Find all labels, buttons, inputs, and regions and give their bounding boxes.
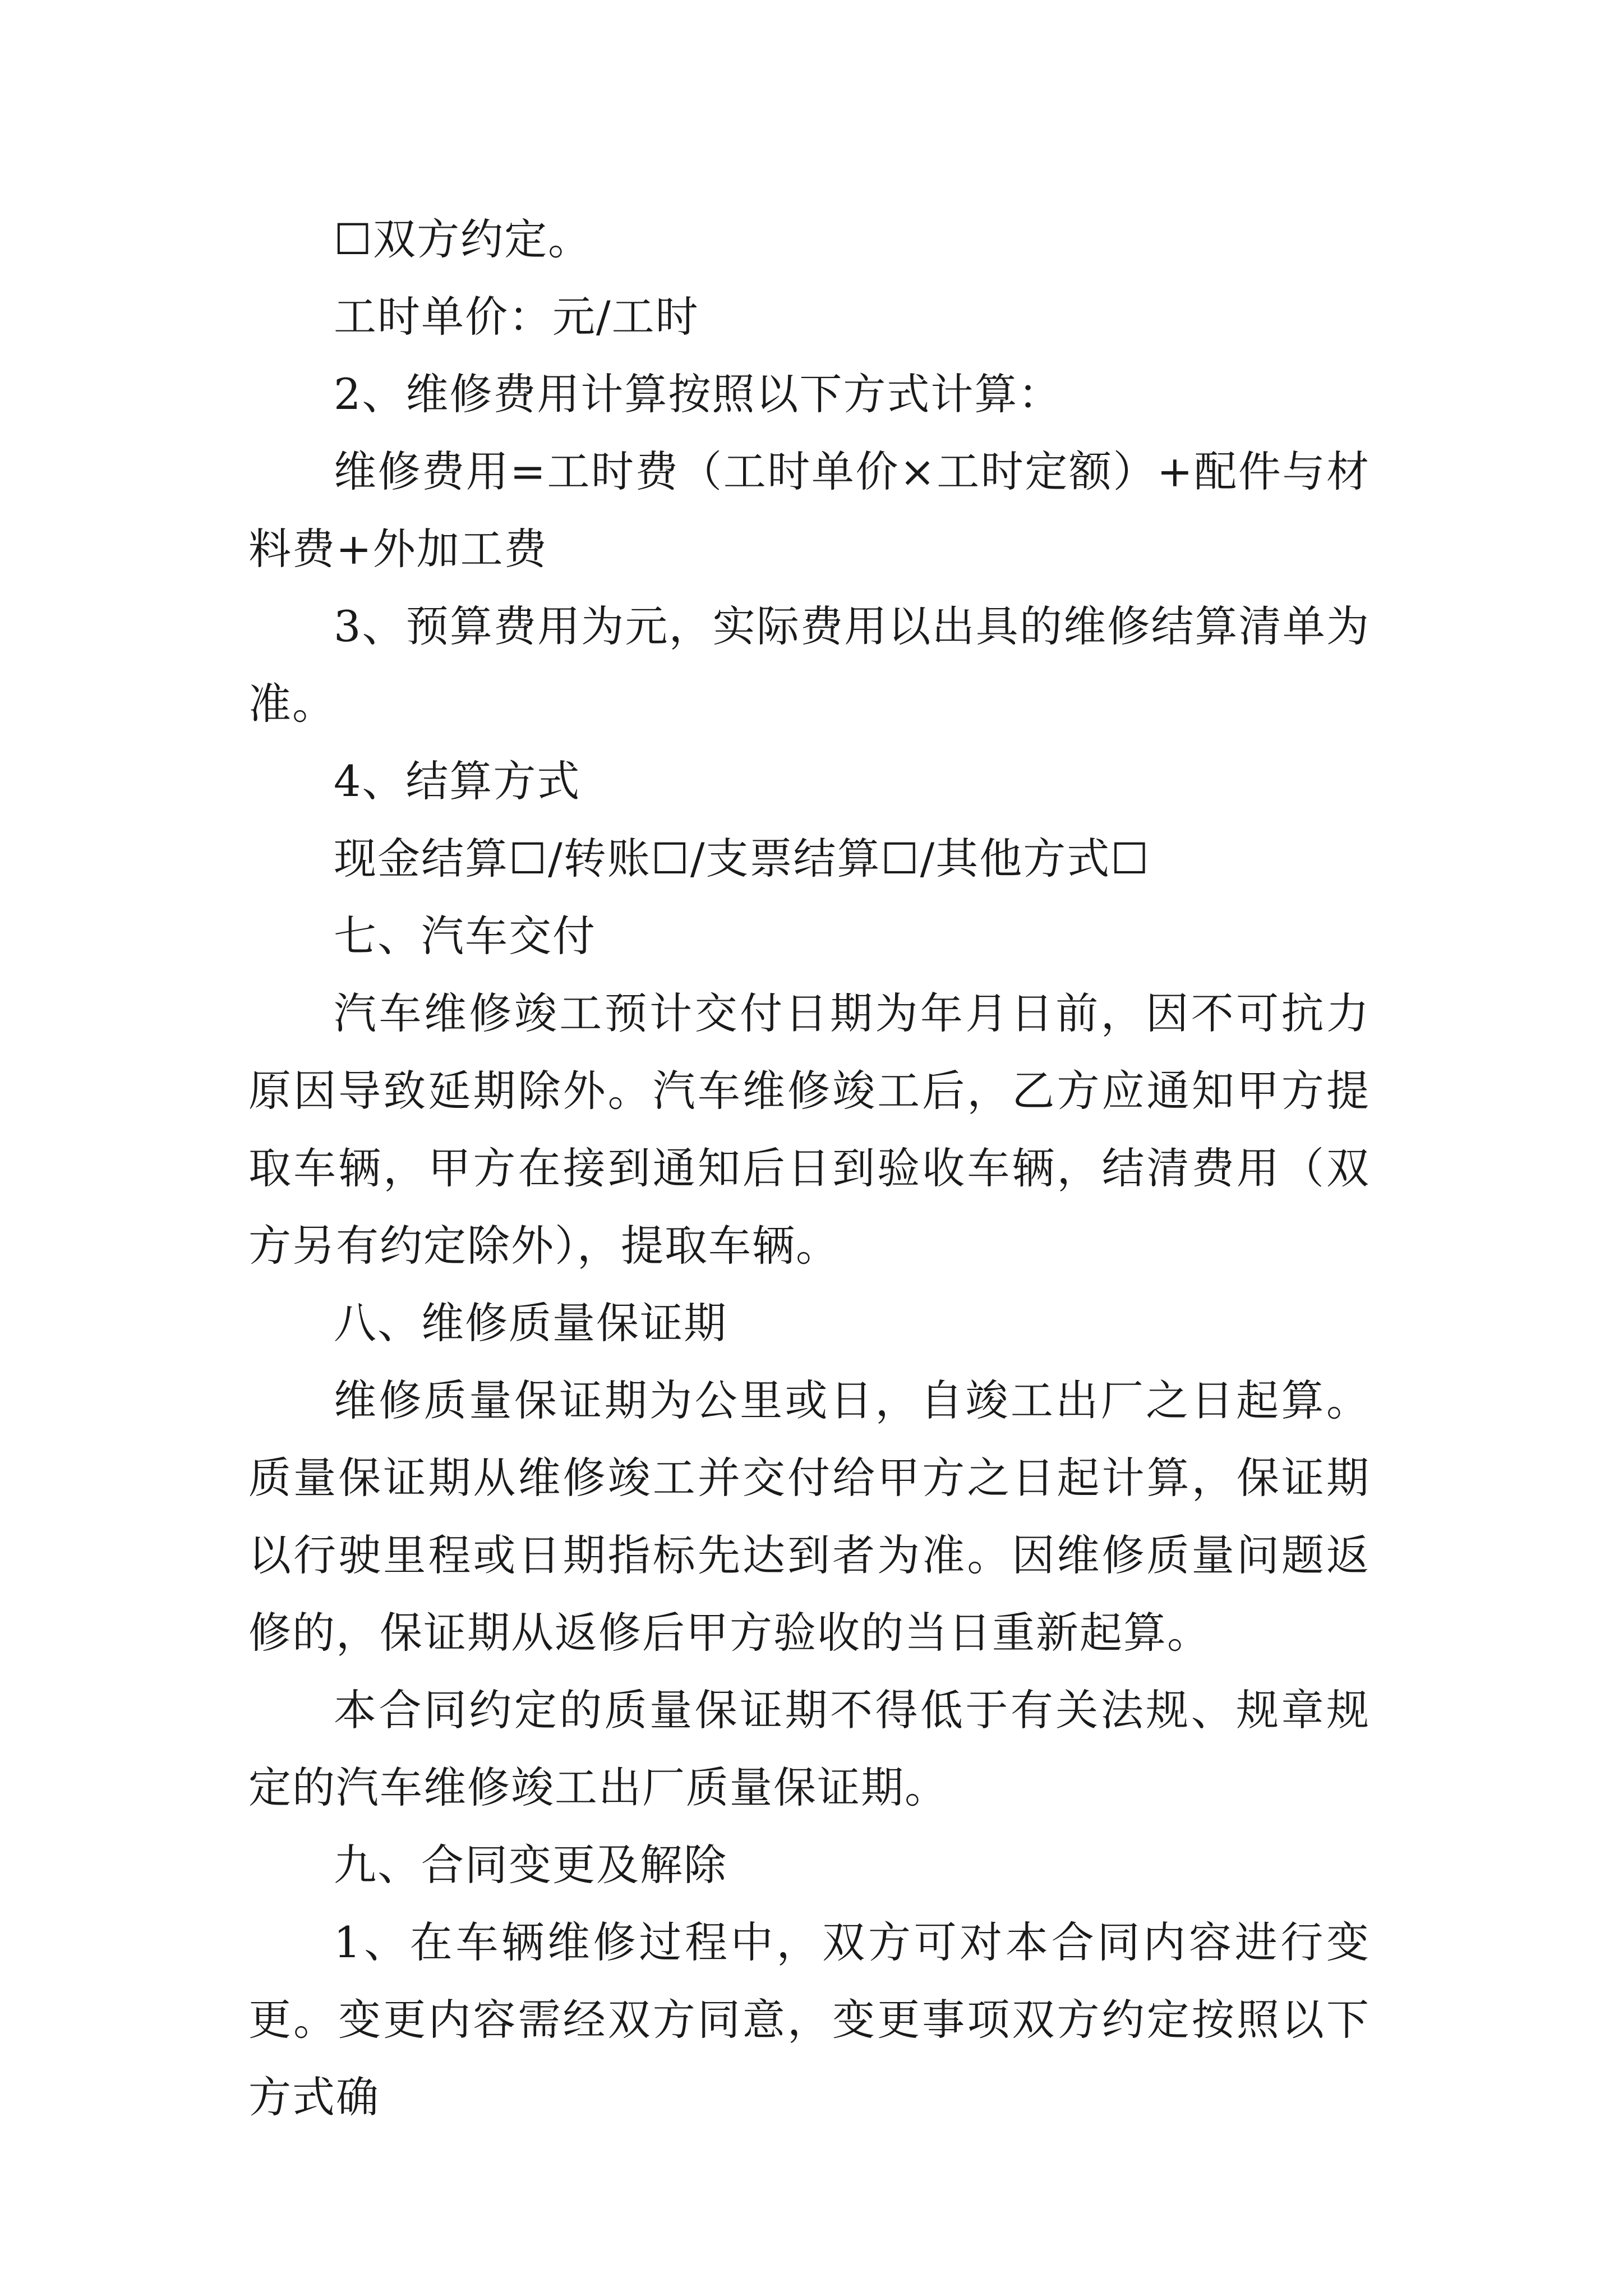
paragraph-settlement-heading: 4、结算方式 xyxy=(334,756,581,806)
paragraph-cost-formula: 维修费用=工时费（工时单价×工时定额）+配件与材料费+外加工费 xyxy=(248,447,1370,574)
paragraph-agreement-option: ☐双方约定。 xyxy=(334,214,592,264)
paragraph-warranty-minimum: 本合同约定的质量保证期不得低于有关法规、规章规定的汽车维修竣工出厂质量保证期。 xyxy=(248,1685,1370,1812)
paragraph-warranty: 维修质量保证期为公里或日，自竣工出厂之日起算。质量保证期从维修竣工并交付给甲方之日起计算，保证期以行驶里程或日期指标先达到者为准。因维修质量问题返修的，保证期从返修后甲方验收的当日重新起算。 xyxy=(248,1375,1370,1658)
paragraph-delivery: 汽车维修竣工预计交付日期为年月日前，因不可抗力原因导致延期除外。汽车维修竣工后，乙方应通知甲方提取车辆，甲方在接到通知后日到验收车辆，结清费用（双方另有约定除外），提取车辆。 xyxy=(248,988,1370,1271)
section-heading-change-termination: 九、合同变更及解除 xyxy=(334,1840,727,1890)
paragraph-labor-unit-price: 工时单价：元/工时 xyxy=(334,292,699,342)
paragraph-settlement-options: 现金结算☐/转账☐/支票结算☐/其他方式☐ xyxy=(334,834,1150,884)
paragraph-contract-change: 1、在车辆维修过程中，双方可对本合同内容进行变更。变更内容需经双方同意，变更事项双方约定按照以下方式确 xyxy=(248,1917,1370,2122)
section-heading-warranty: 八、维修质量保证期 xyxy=(334,1298,727,1348)
paragraph-cost-calc-heading: 2、维修费用计算按照以下方式计算： xyxy=(334,369,1062,419)
section-heading-delivery: 七、汽车交付 xyxy=(334,911,596,961)
document-body xyxy=(248,201,1370,2136)
paragraph-budget: 3、预算费用为元，实际费用以出具的维修结算清单为准。 xyxy=(248,601,1370,729)
